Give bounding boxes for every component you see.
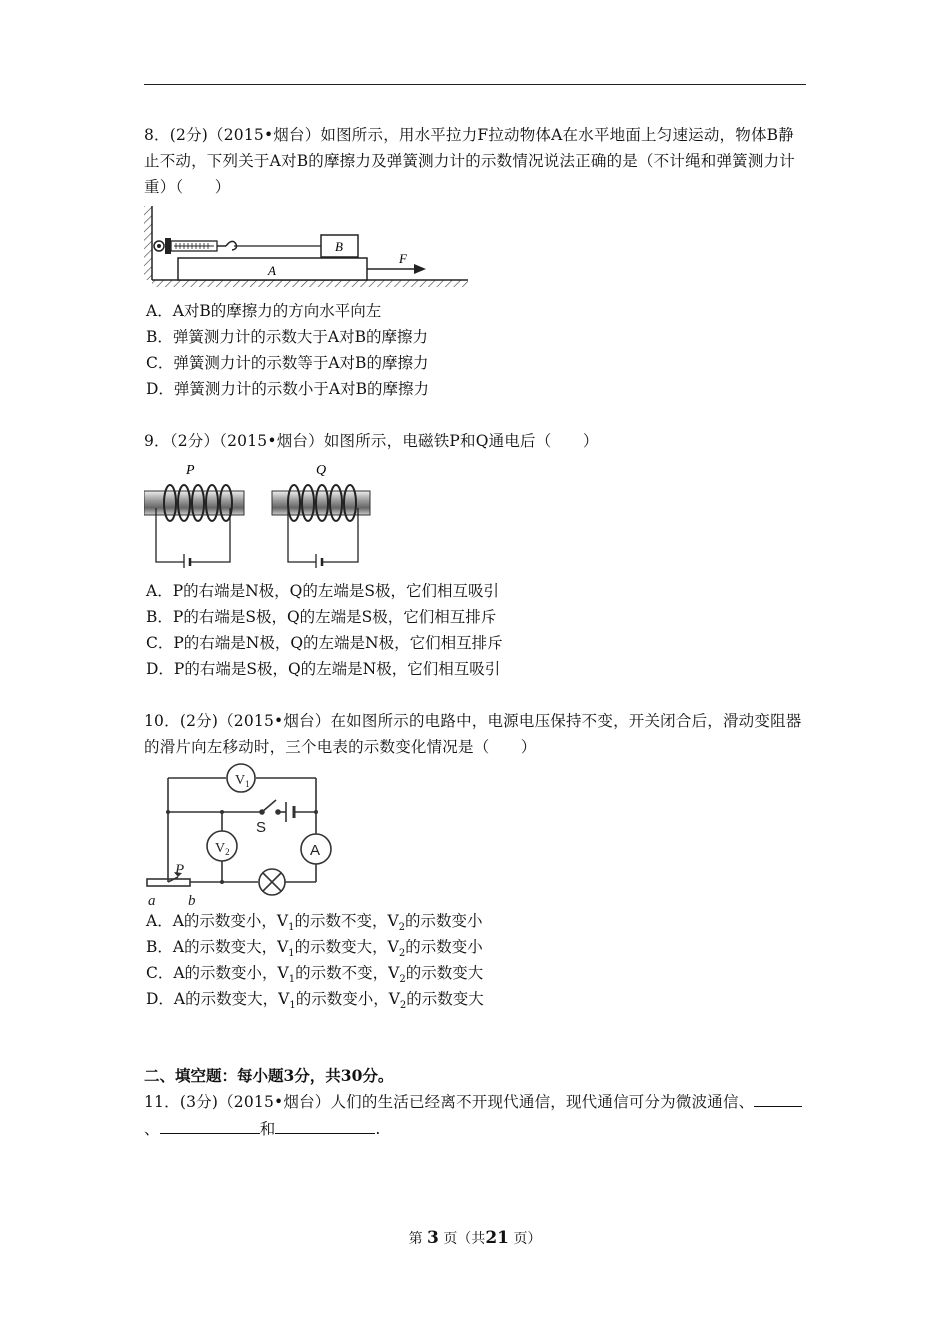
q10-label-v1: $V_1$ xyxy=(235,773,250,789)
total-pages: 21 xyxy=(485,1228,509,1248)
q10-stem: 10．(2分)（2015•烟台）在如图所示的电路中，电源电压保持不变，开关闭合后，滑动变阻器的滑片向左移动时，三个电表的示数变化情况是（ ） xyxy=(144,712,802,756)
q11-blank-2[interactable] xyxy=(160,1115,260,1134)
q8-option-b: B．弹簧测力计的示数大于A对B的摩擦力 xyxy=(146,328,428,346)
q10-label-v2: $V_2$ xyxy=(215,841,230,857)
q10-option-c: C．A的示数变小，$V_1$的示数不变，$V_2$的示数变大 xyxy=(146,964,484,986)
q9-option-c: C．P的右端是N极，Q的左端是N极，它们相互排斥 xyxy=(146,634,503,652)
q11-stem: 11．(3分)（2015•烟台）人们的生活已经离不开现代通信，现代通信可分为微波通信、 、 和 . xyxy=(144,1088,808,1142)
q9-stem: 9．（2分）（2015•烟台）如图所示，电磁铁P和Q通电后（ ） xyxy=(144,432,599,450)
q9-option-a: A．P的右端是N极，Q的左端是S极，它们相互吸引 xyxy=(146,582,500,600)
q10-label-end-b: b xyxy=(188,893,196,909)
q10-option-a: A．A的示数变小，$V_1$的示数不变，$V_2$的示数变小 xyxy=(146,912,483,934)
q10-label-end-a: a xyxy=(148,893,156,909)
q8-spring-scale-figure xyxy=(144,206,474,288)
q8-label-b: B xyxy=(335,239,343,254)
q8-label-f: F xyxy=(399,251,407,266)
q10-label-a-meter: A xyxy=(310,842,321,859)
q10-label-s: S xyxy=(256,819,267,836)
q8-option-d: D．弹簧测力计的示数小于A对B的摩擦力 xyxy=(146,380,430,398)
q9-option-b: B．P的右端是S极，Q的左端是S极，它们相互排斥 xyxy=(146,608,497,626)
q9-label-p: P xyxy=(186,463,195,478)
q8-label-a: A xyxy=(268,263,276,278)
q9-label-q: Q xyxy=(316,463,327,478)
q10-option-b: B．A的示数变大，$V_1$的示数变大，$V_2$的示数变小 xyxy=(146,938,483,960)
header-rule xyxy=(144,84,806,85)
q10-option-d: D．A的示数变大，$V_1$的示数变小，$V_2$的示数变大 xyxy=(146,990,484,1012)
q8-option-a: A．A对B的摩擦力的方向水平向左 xyxy=(146,302,382,320)
page-footer: 第 3 页（共21 页） xyxy=(408,1228,542,1248)
section-heading-fill-in: 二、填空题：每小题3分，共30分。 xyxy=(144,1066,394,1085)
q11-blank-1[interactable] xyxy=(754,1088,802,1107)
q8-stem: 8．(2分)（2015•烟台）如图所示，用水平拉力F拉动物体A在水平地面上匀速运动，物体B静止不动，下列关于A对B的摩擦力及弹簧测力计的示数情况说法正确的是（不计绳和弹簧测力计重）（ ） xyxy=(144,126,795,196)
q10-label-p: P xyxy=(175,862,185,878)
q8-option-c: C．弹簧测力计的示数等于A对B的摩擦力 xyxy=(146,354,429,372)
q9-electromagnets-figure xyxy=(144,458,384,568)
current-page-number: 3 xyxy=(427,1228,439,1248)
q9-option-d: D．P的右端是S极，Q的左端是N极，它们相互吸引 xyxy=(146,660,501,678)
q10-circuit-figure xyxy=(144,760,344,910)
q11-blank-3[interactable] xyxy=(275,1115,375,1134)
